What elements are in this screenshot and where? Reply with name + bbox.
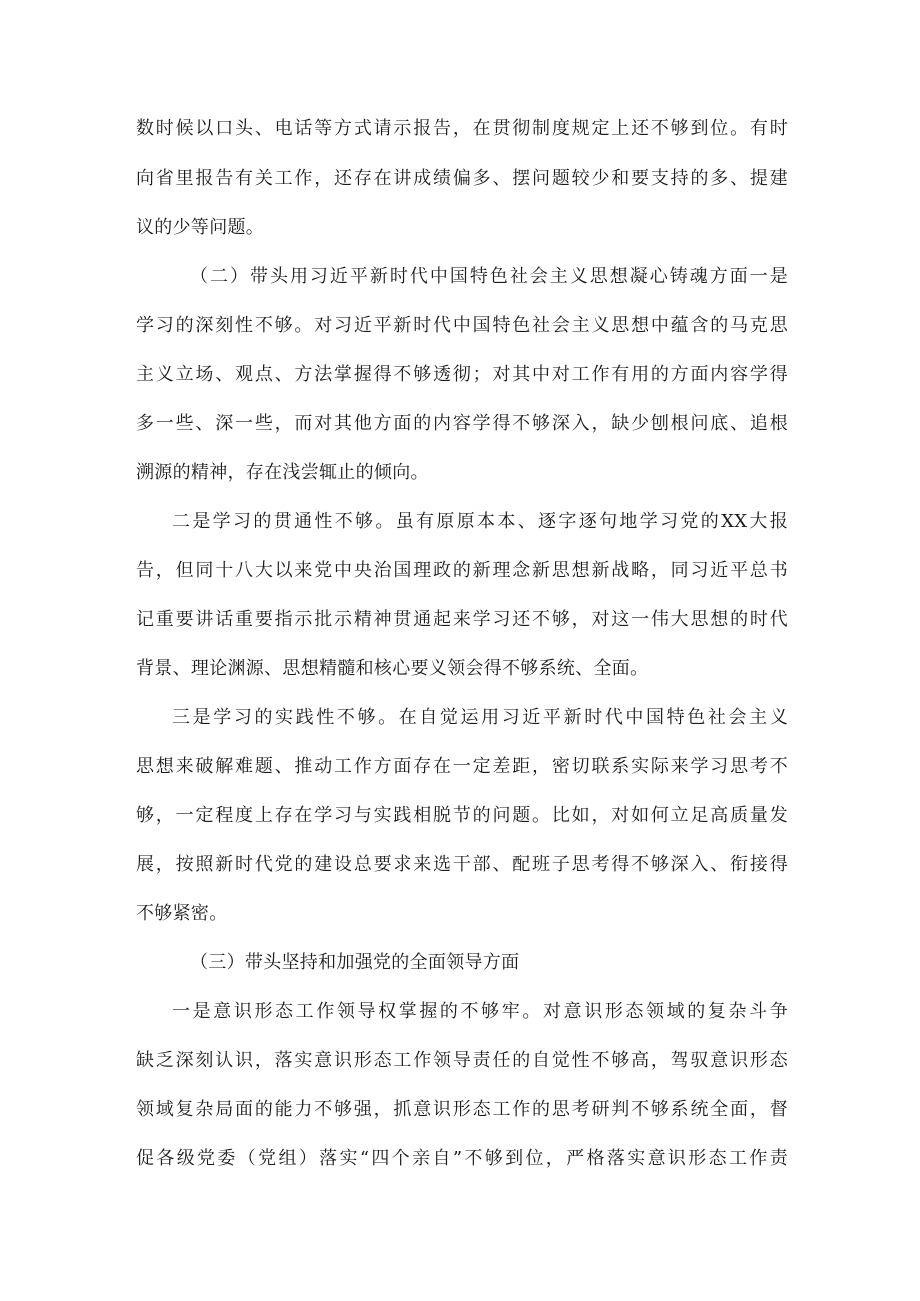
- section-heading-line: （二）带头用习近平新时代中国特色社会主义思想凝心铸魂方面一是: [190, 266, 788, 287]
- body-text-line: 主义立场、观点、方法掌握得不够透彻；对其中对工作有用的方面内容学得: [136, 364, 788, 385]
- body-text-line: 不够紧密。: [136, 903, 228, 924]
- body-text-line: 多一些、深一些，而对其他方面的内容学得不够深入，缺少刨根问底、追根: [136, 413, 788, 434]
- body-text-line: 缺乏深刻认识，落实意识形态工作领导责任的自觉性不够高，驾驭意识形态: [136, 1050, 788, 1071]
- body-text-line: 够，一定程度上存在学习与实践相脱节的问题。比如，对如何立足高质量发: [136, 805, 788, 826]
- body-text-line: 向省里报告有关工作，还存在讲成绩偏多、摆问题较少和要支持的多、提建: [136, 168, 788, 189]
- body-text-line: 展，按照新时代党的建设总要求来选干部、配班子思考得不够深入、衔接得: [136, 854, 788, 875]
- section-heading-line: （三）带头坚持和加强党的全面领导方面: [190, 952, 520, 973]
- body-text-line: 学习的深刻性不够。对习近平新时代中国特色社会主义思想中蕴含的马克思: [136, 315, 788, 336]
- body-text-line: 领域复杂局面的能力不够强，抓意识形态工作的思考研判不够系统全面，督: [136, 1099, 788, 1120]
- body-text-line: 数时候以口头、电话等方式请示报告，在贯彻制度规定上还不够到位。有时: [136, 118, 788, 139]
- body-text-line: 促各级党委（党组）落实“四个亲自”不够到位，严格落实意识形态工作责: [136, 1148, 788, 1169]
- body-text-line: 记重要讲话重要指示批示精神贯通起来学习还不够，对这一伟大思想的时代: [136, 609, 788, 630]
- body-text-line: 告，但同十八大以来党中央治国理政的新理念新思想新战略，同习近平总书: [136, 560, 788, 581]
- body-text-line: 思想来破解难题、推动工作方面存在一定差距，密切联系实际来学习思考不: [136, 756, 788, 777]
- paragraph-start-line: 三是学习的实践性不够。在自觉运用习近平新时代中国特色社会主义: [172, 707, 788, 728]
- body-text-line: 议的少等问题。: [136, 217, 265, 238]
- body-text-line: 溯源的精神，存在浅尝辄止的倾向。: [136, 462, 429, 483]
- body-text-line: 背景、理论渊源、思想精髓和核心要义领会得不够系统、全面。: [136, 658, 649, 679]
- paragraph-start-line: 一是意识形态工作领导权掌握的不够牢。对意识形态领域的复杂斗争: [172, 1001, 788, 1022]
- paragraph-start-line: 二是学习的贯通性不够。虽有原原本本、逐字逐句地学习党的XX大报: [172, 511, 788, 532]
